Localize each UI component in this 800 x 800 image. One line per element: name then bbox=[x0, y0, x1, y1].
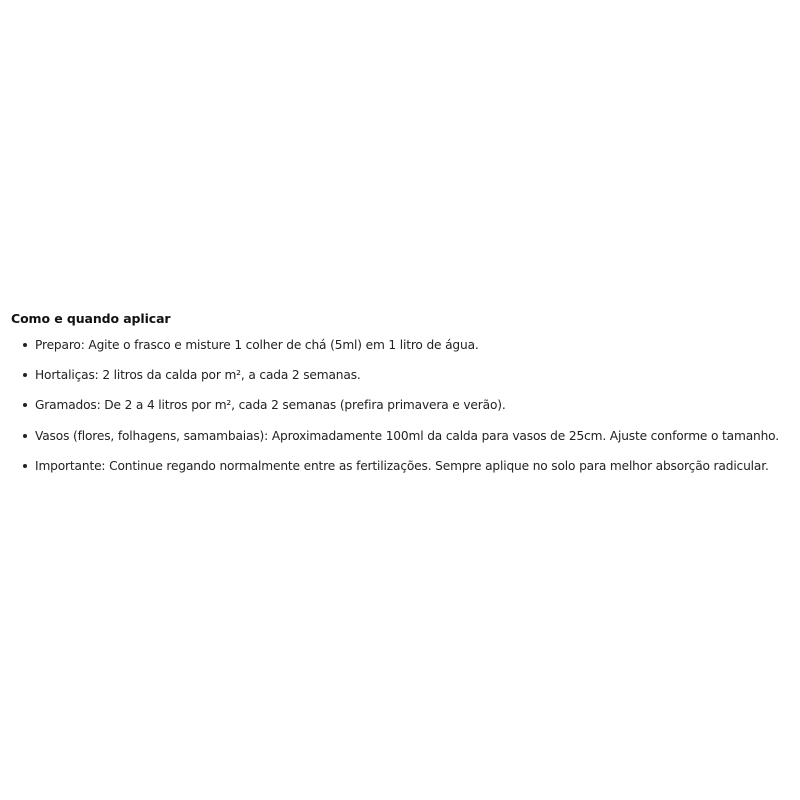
bullet-icon bbox=[23, 403, 27, 407]
list-item-text: Importante: Continue regando normalmente entre as fertilizações. Sempre aplique no solo para melhor absorção radicular. bbox=[35, 458, 769, 473]
list-item-preparo bbox=[11, 336, 796, 354]
bullet-icon bbox=[23, 373, 27, 377]
bullet-icon bbox=[23, 434, 27, 438]
list-item-text: Preparo: Agite o frasco e misture 1 colher de chá (5ml) em 1 litro de água. bbox=[35, 338, 479, 352]
list-item-importante bbox=[11, 457, 796, 475]
instructions-list bbox=[11, 336, 796, 475]
bullet-icon bbox=[23, 464, 27, 468]
application-instructions bbox=[11, 310, 796, 487]
list-item-text: Hortaliças: 2 litros da calda por m², a cada 2 semanas. bbox=[35, 368, 361, 383]
bullet-icon bbox=[23, 343, 27, 347]
list-item-vasos bbox=[11, 427, 796, 445]
section-heading: Como e quando aplicar bbox=[11, 311, 171, 326]
list-item-text: Gramados: De 2 a 4 litros por m², cada 2 semanas (prefira primavera e verão). bbox=[35, 398, 506, 413]
list-item-text: Vasos (flores, folhagens, samambaias): Aproximadamente 100ml da calda para vasos de 25cm. Ajuste conforme o tamanho. bbox=[35, 428, 779, 443]
list-item-hortalicas bbox=[11, 366, 796, 384]
list-item-gramados bbox=[11, 396, 796, 414]
